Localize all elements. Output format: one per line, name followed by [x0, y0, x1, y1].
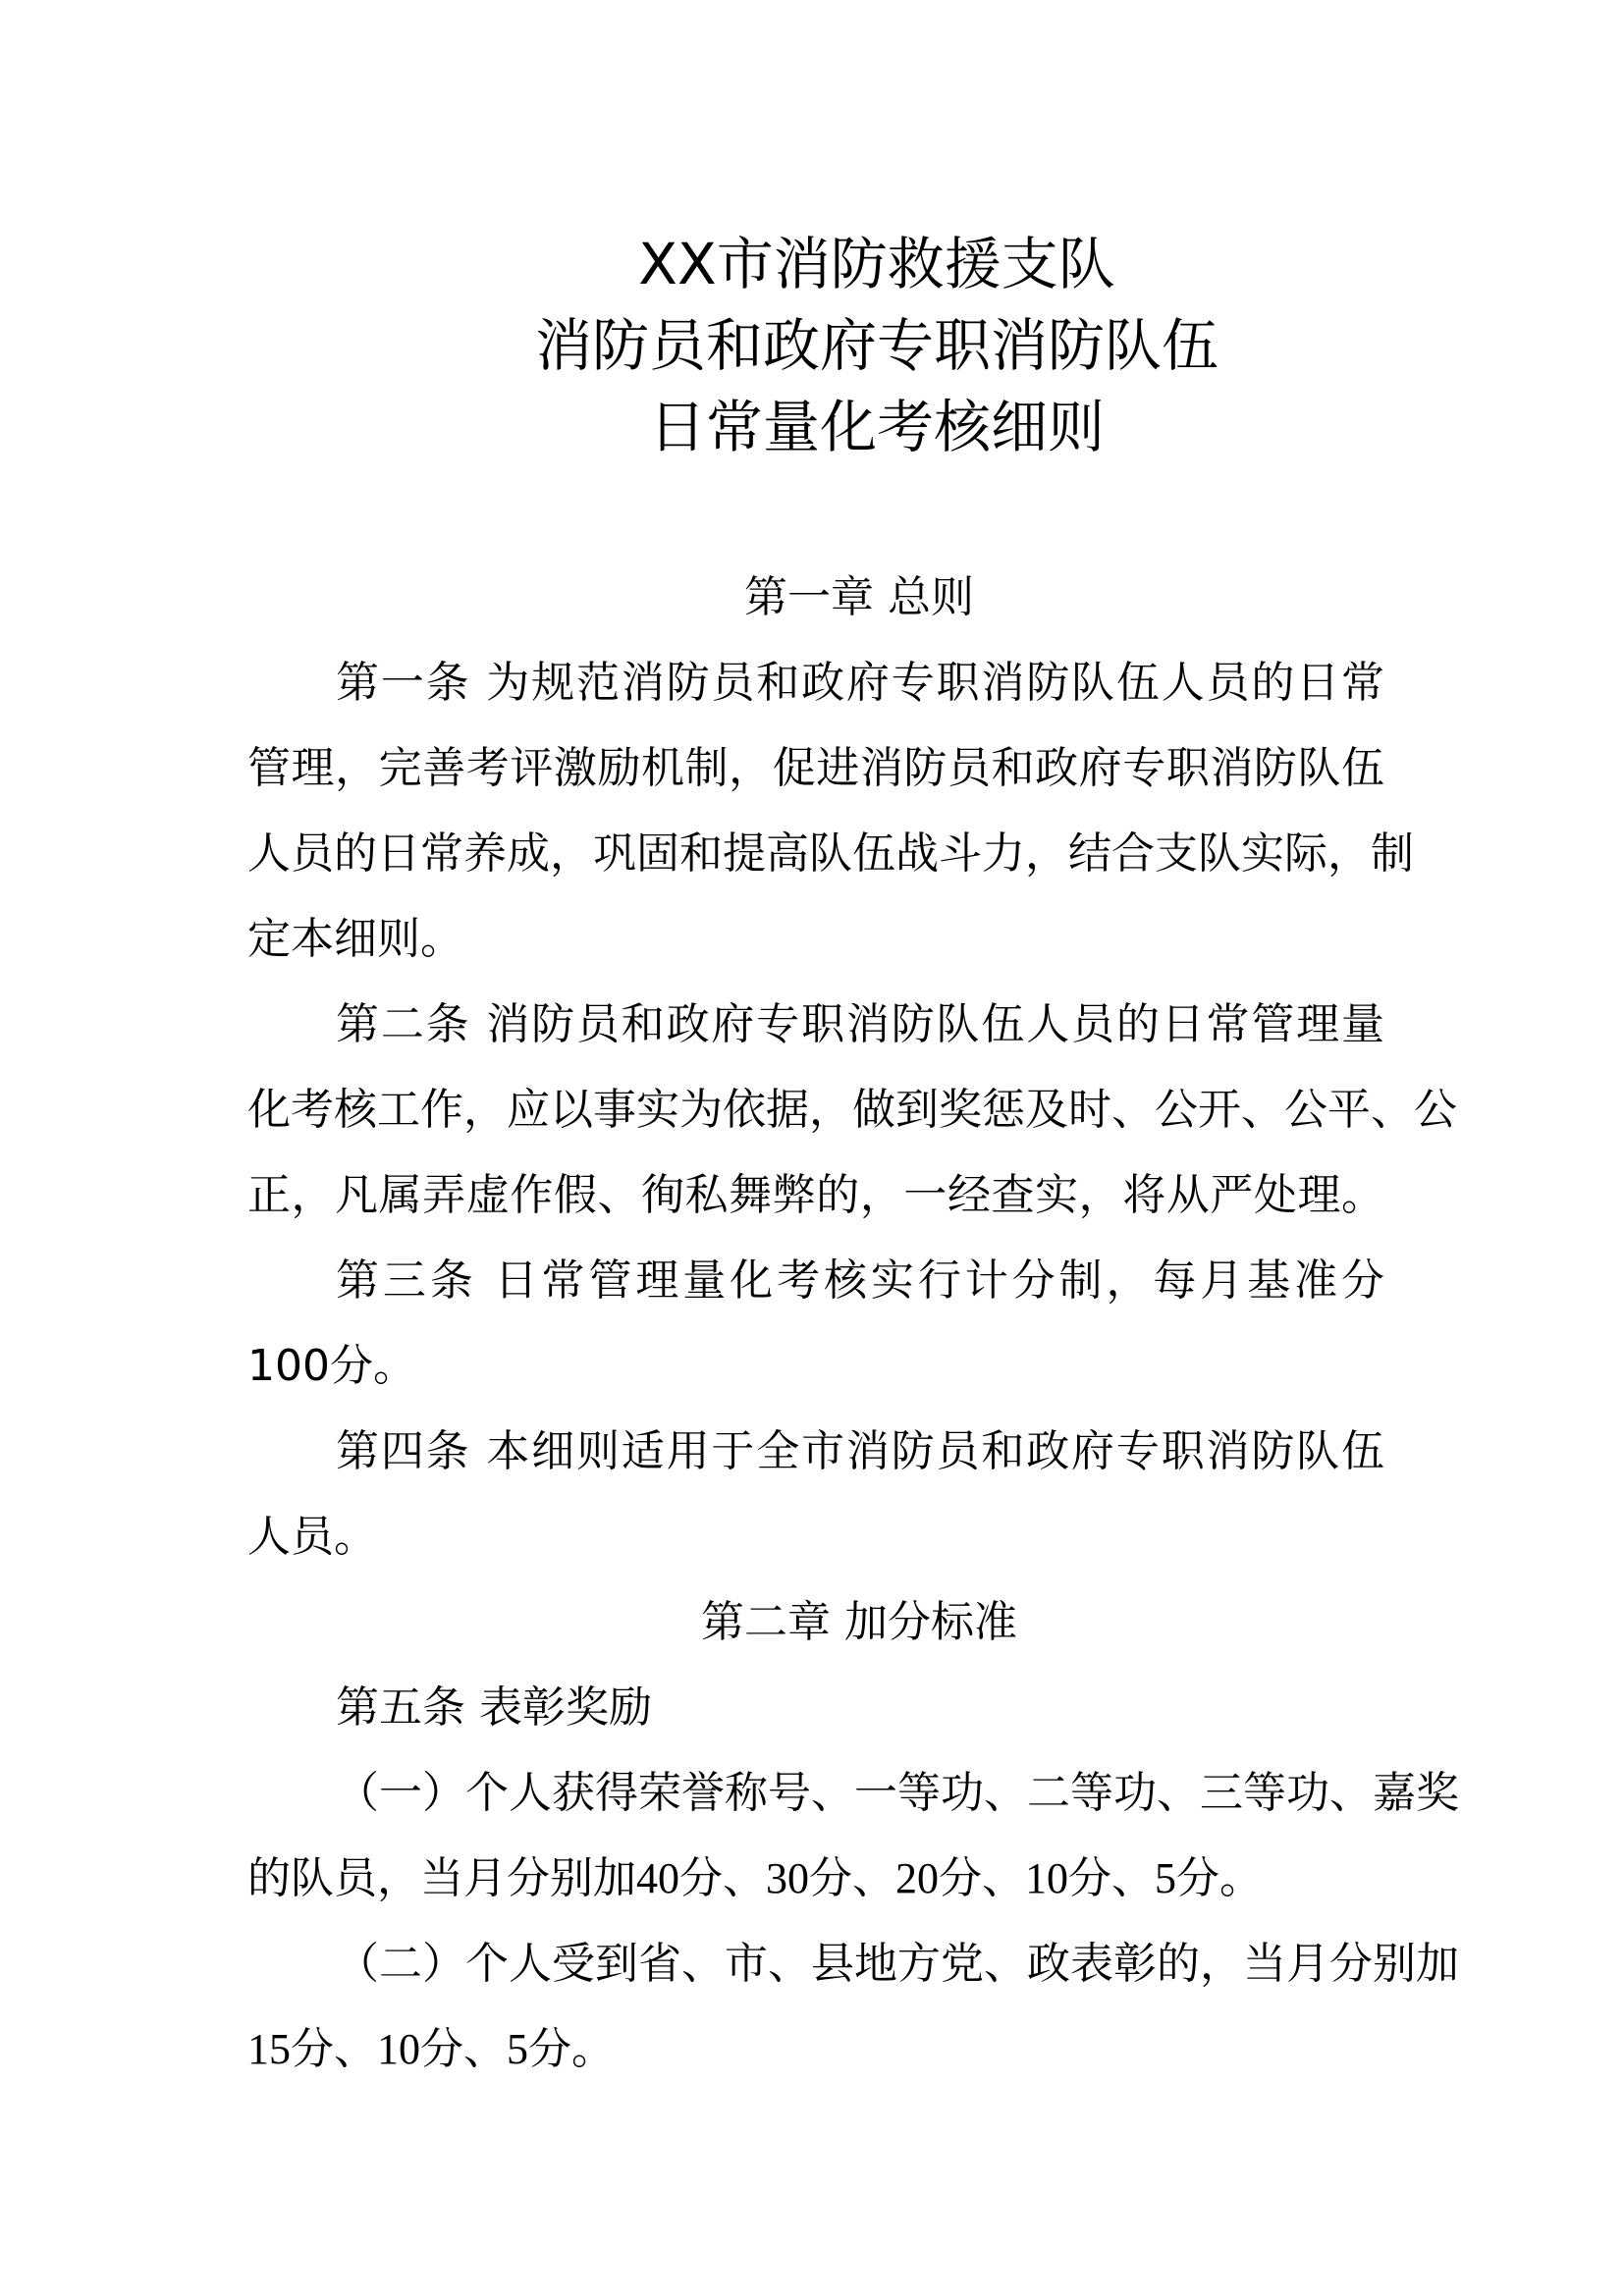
score: 10	[377, 2025, 420, 2073]
document-body	[247, 555, 1459, 2092]
article-1-line: 管理，完善考评激励机制，促进消防员和政府专职消防队伍	[247, 743, 1384, 793]
article-5-item-2-line	[247, 2006, 1384, 2092]
article-2-line: 正，凡属弄虚作假、徇私舞弊的，一经查实，将从严处理。	[247, 1170, 1384, 1220]
text: 分、	[291, 2024, 377, 2074]
article-1-line: 第一条 为规范消防员和政府专职消防队伍人员的日常	[336, 658, 1384, 708]
text: 分、	[939, 1853, 1025, 1903]
article-2-line: 化考核工作，应以事实为依据，做到奖惩及时、公开、公平、公	[247, 1085, 1457, 1135]
score: 5	[1155, 1854, 1176, 1902]
article-1-line: 人员的日常养成，巩固和提高队伍战斗力，结合支队实际，制	[247, 828, 1414, 879]
article-2-line: 第二条 消防员和政府专职消防队伍人员的日常管理量	[336, 999, 1384, 1049]
article-3-line: 第三条 日常管理量化考核实行计分制，每月基准分	[336, 1255, 1384, 1306]
article-5-item-1-line: （一）个人获得荣誉称号、一等功、二等功、三等功、嘉奖	[336, 1768, 1459, 1818]
title-line-1: XX市消防救援支队	[638, 231, 1115, 297]
score: 5	[507, 2025, 528, 2073]
score: 10	[1025, 1854, 1068, 1902]
article-5-item-2-line: （二）个人受到省、市、县地方党、政表彰的，当月分别加	[336, 1939, 1459, 1989]
score: 30	[766, 1854, 809, 1902]
score: 20	[895, 1854, 939, 1902]
article-1-line: 定本细则。	[247, 914, 463, 964]
article-3-line: 100分。	[247, 1341, 416, 1391]
score: 40	[636, 1854, 679, 1902]
text: 分、	[1068, 1853, 1155, 1903]
title-line-3: 日常量化考核细则	[648, 394, 1105, 460]
text: 的队员，当月分别加	[247, 1853, 636, 1903]
chapter-1-heading: 第一章 总则	[744, 572, 974, 622]
article-5-item-1-line	[247, 1836, 1384, 1921]
document-title	[247, 224, 1506, 468]
article-4-line: 人员。	[247, 1512, 377, 1562]
article-5-heading: 第五条 表彰奖励	[336, 1682, 652, 1733]
text: 分。	[528, 2024, 615, 2074]
text: 分、	[420, 2024, 507, 2074]
chapter-2-heading: 第二章 加分标准	[701, 1597, 1017, 1647]
text: 分。	[1176, 1853, 1263, 1903]
title-line-2: 消防员和政府专职消防队伍	[534, 312, 1218, 379]
article-4-line: 第四条 本细则适用于全市消防员和政府专职消防队伍	[336, 1426, 1384, 1476]
text: 分、	[679, 1853, 766, 1903]
score: 15	[247, 2025, 291, 2073]
text: 分、	[809, 1853, 895, 1903]
